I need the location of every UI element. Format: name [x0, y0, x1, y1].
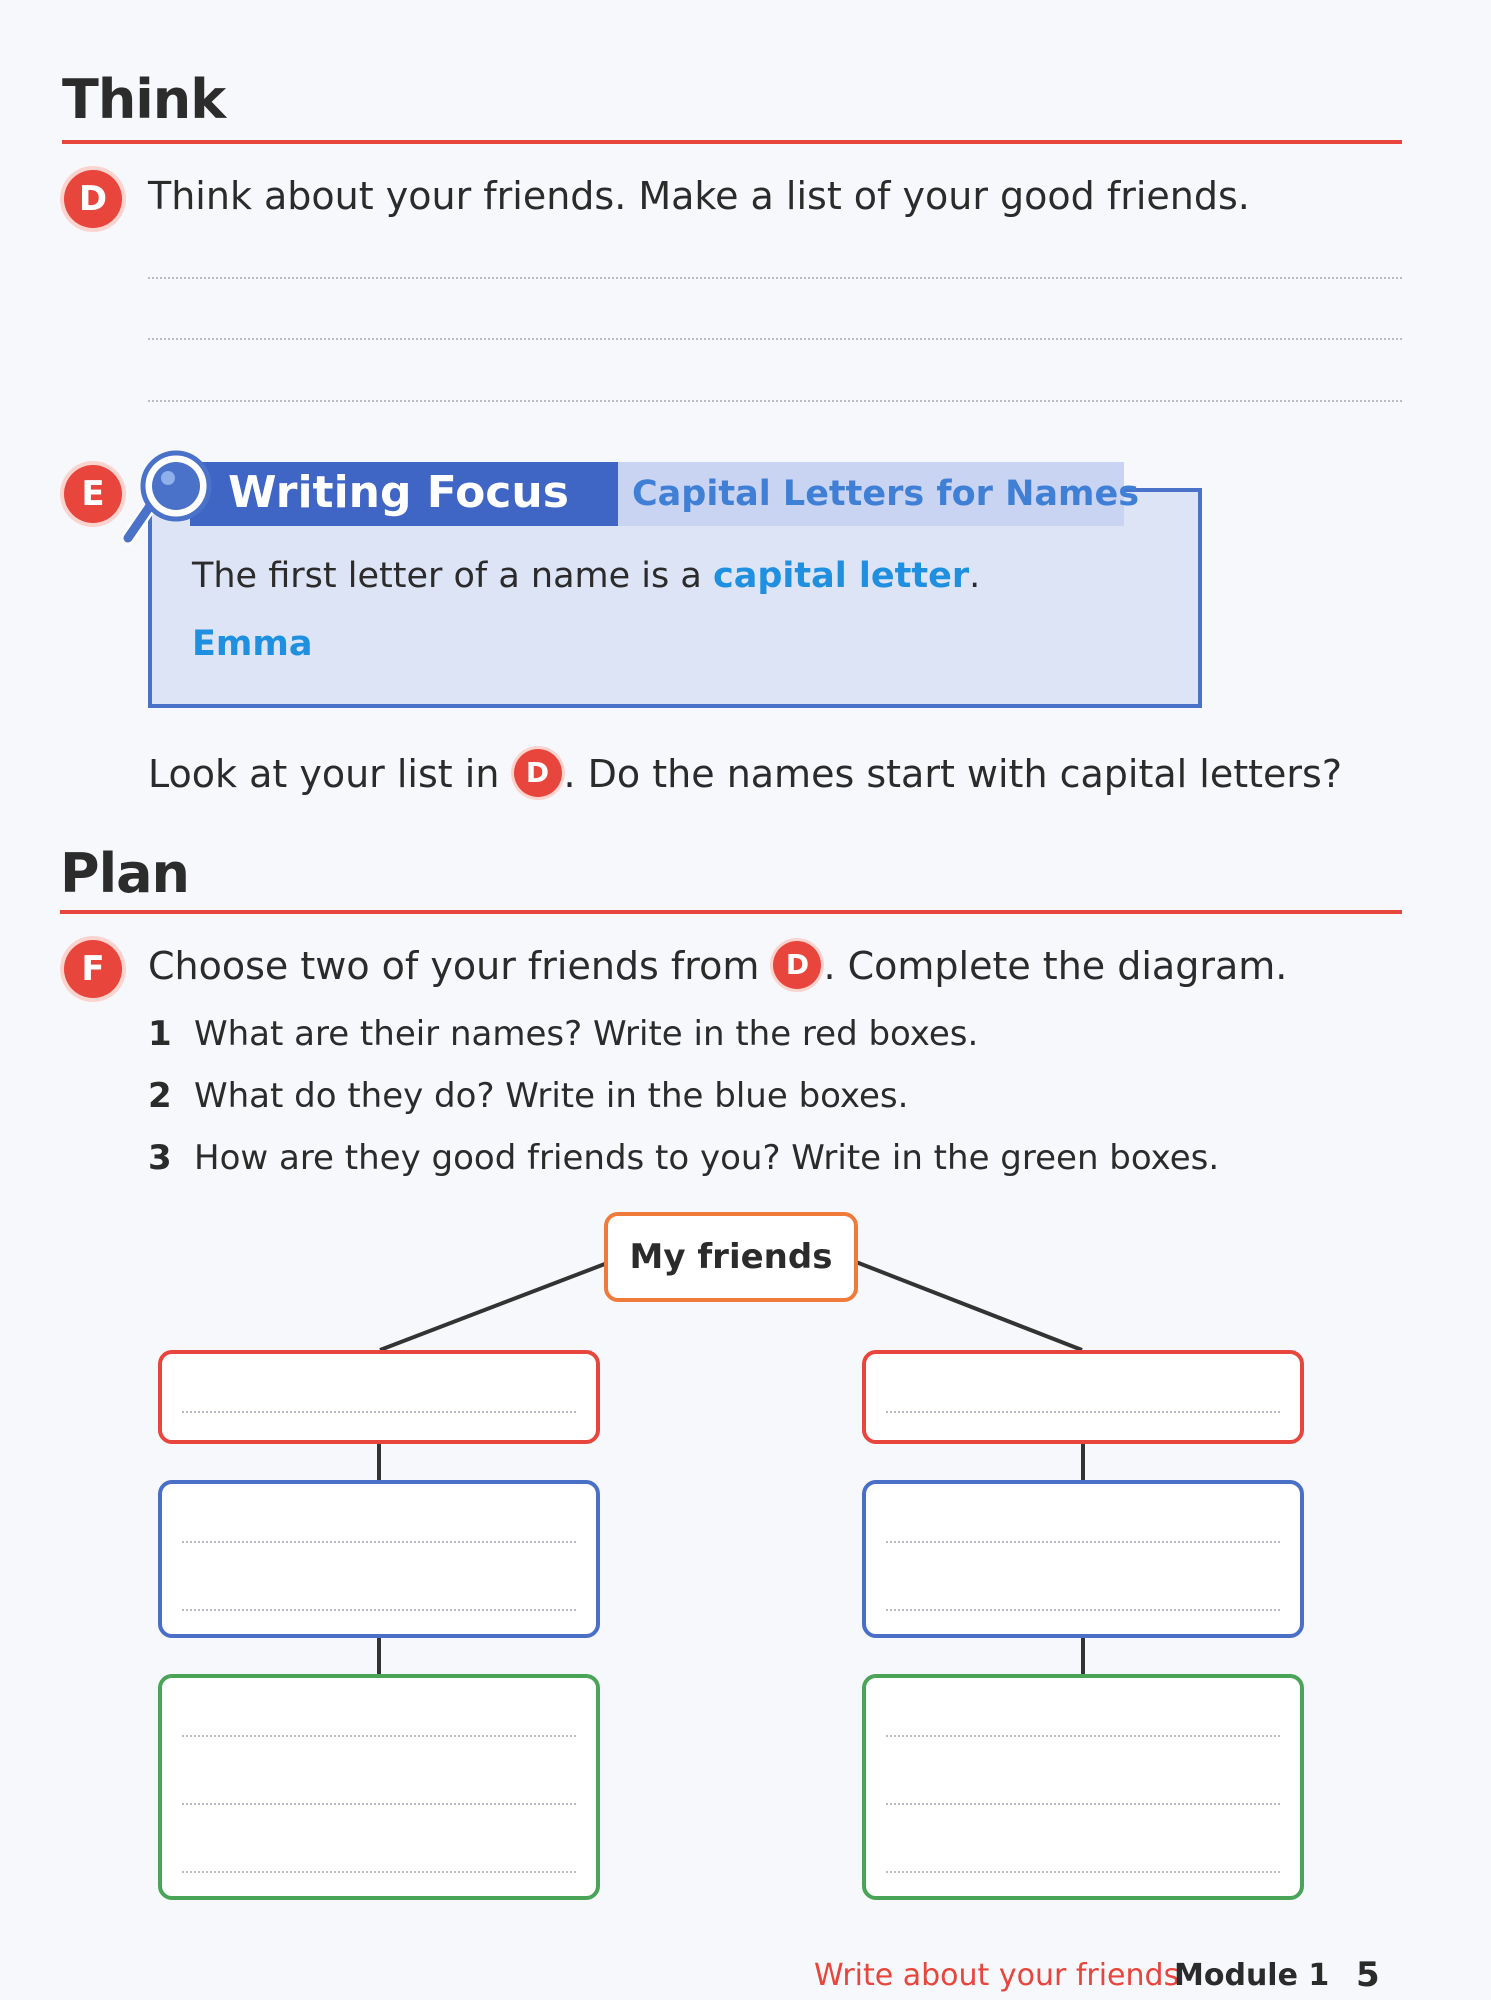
step-text: How are they good friends to you? Write in the green boxes.	[194, 1138, 1220, 1178]
step-number: 2	[148, 1076, 172, 1116]
connector	[1081, 1444, 1085, 1480]
friend-2-name-box[interactable]	[862, 1350, 1304, 1444]
diagram-root-box	[604, 1212, 858, 1302]
section-title-think: Think	[62, 68, 226, 131]
step-number: 3	[148, 1138, 172, 1178]
writing-focus-example: Emma	[192, 624, 313, 664]
friend-1-good-friend-box[interactable]	[158, 1674, 600, 1900]
activity-badge-e: E	[64, 465, 122, 523]
friend-2-good-friend-box[interactable]	[862, 1674, 1304, 1900]
step-text: What are their names? Write in the red boxes.	[194, 1014, 979, 1054]
writing-focus-rule: The first letter of a name is a capital letter.	[192, 556, 981, 596]
focus-followup-question: Look at your list in D . Do the names start with capital letters?	[148, 752, 1342, 801]
step-text: What do they do? Write in the blue boxes.	[194, 1076, 909, 1116]
page-number: 5	[1356, 1955, 1380, 1995]
footer-module: Module 1	[1174, 1958, 1330, 1993]
connector	[377, 1638, 381, 1674]
activity-ref-badge-d: D	[514, 749, 562, 797]
capital-letter-highlight: capital letter	[712, 556, 970, 596]
footer-topic: Write about your friends	[814, 1958, 1180, 1993]
friend-1-name-box[interactable]	[158, 1350, 600, 1444]
section-title-plan: Plan	[60, 842, 189, 905]
connector	[377, 1444, 381, 1480]
step-number: 1	[148, 1014, 172, 1054]
connector	[1081, 1638, 1085, 1674]
activity-ref-badge-d-2: D	[773, 941, 821, 989]
writing-focus-subtitle: Capital Letters for Names	[632, 474, 1140, 514]
friend-2-activity-box[interactable]	[862, 1480, 1304, 1638]
activity-d-prompt: Think about your friends. Make a list of your good friends.	[148, 174, 1250, 218]
activity-badge-d: D	[64, 170, 122, 228]
activity-badge-f: F	[64, 940, 122, 998]
friend-1-activity-box[interactable]	[158, 1480, 600, 1638]
activity-f-prompt: Choose two of your friends from D . Complete the diagram.	[148, 944, 1287, 993]
writing-focus-title: Writing Focus	[228, 467, 569, 518]
diagram-root-label: My friends	[629, 1237, 833, 1277]
